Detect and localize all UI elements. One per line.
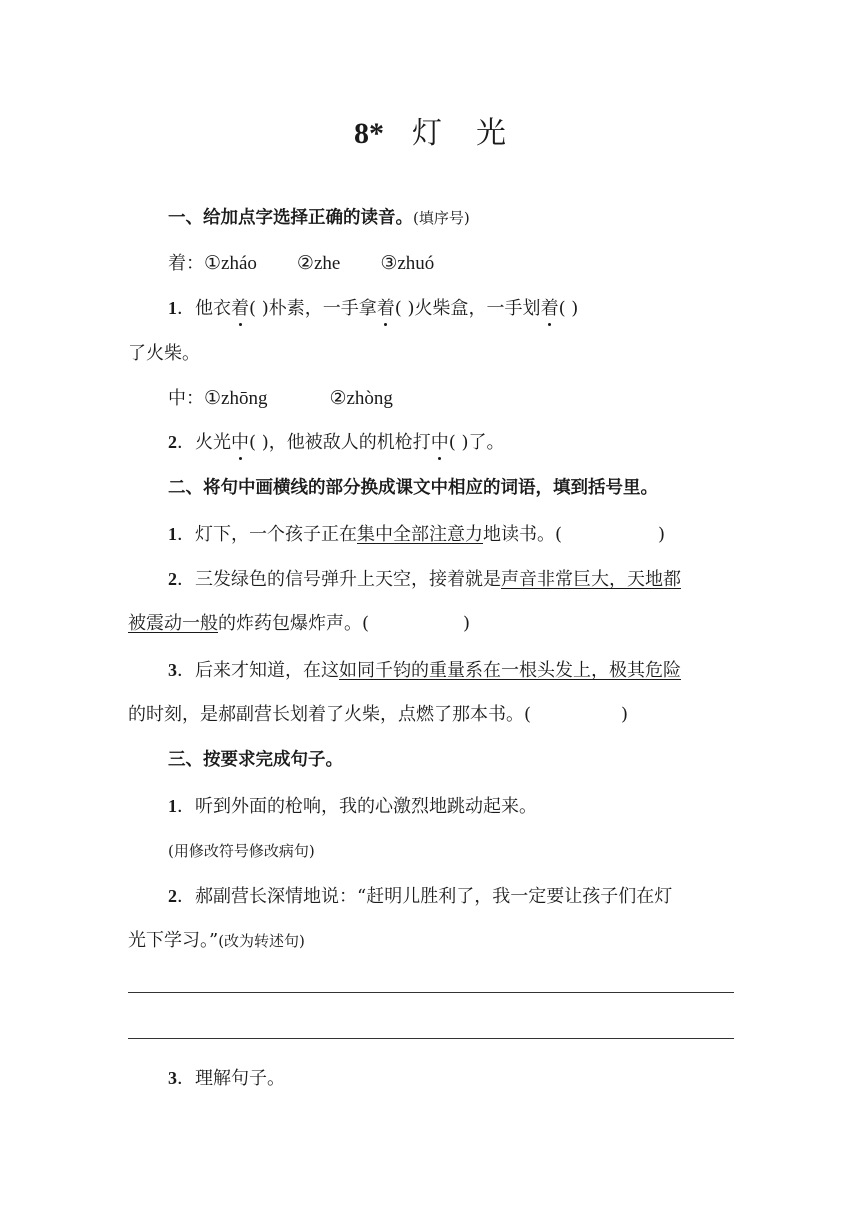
answer-line-2[interactable] (128, 1038, 734, 1039)
underlined-phrase: 声音非常巨大，天地都 (501, 569, 681, 590)
dotted-char: 着 (231, 298, 249, 319)
title-char-2: 光 (476, 116, 506, 151)
dotted-char: 中 (231, 432, 249, 453)
s2-question-2: 2．三发绿色的信号弹升上天空，接着就是声音非常巨大，天地都 (168, 569, 681, 590)
s1-question-2: 2．火光中( )，他被敌人的机枪打中( )了。 (168, 432, 505, 453)
s3-question-2-cont: 光下学习。”(改为转述句) (128, 930, 305, 951)
underlined-phrase: 被震动一般 (128, 613, 218, 634)
option-zhuo: ③zhuó (380, 253, 435, 274)
answer-line-1[interactable] (128, 992, 734, 993)
dotted-char: 着 (376, 298, 395, 319)
s3-question-2-hint: (改为转述句) (218, 932, 305, 950)
option-zhe: ②zhe (296, 253, 341, 274)
s3-question-2: 2．郝副营长深情地说：“赶明儿胜利了，我一定要让孩子们在灯 (168, 886, 673, 907)
s3-question-3: 3．理解句子。 (168, 1068, 285, 1089)
s3-question-1: 1．听到外面的枪响，我的心激烈地跳动起来。 (168, 796, 537, 817)
lesson-title (0, 108, 860, 152)
s1-question-1: 1．他衣着( )朴素，一手拿着( )火柴盒，一手划着( ) (168, 298, 579, 319)
section-3-heading: 三、按要求完成句子。 (168, 750, 343, 770)
option-zhong1: ①zhōng (204, 388, 268, 409)
section-1-heading: 一、给加点字选择正确的读音。(填序号) (168, 208, 470, 228)
s2-question-1: 1．灯下，一个孩子正在集中全部注意力地读书。( ) (168, 524, 666, 545)
s1-question-1-cont: 了火柴。 (128, 343, 200, 364)
s2-question-3-cont: 的时刻，是郝副营长划着了火柴，点燃了那本书。( ) (128, 704, 629, 725)
underlined-phrase: 如同千钧的重量系在一根头发上，极其危险 (339, 660, 681, 681)
option-zhong4: ②zhòng (329, 388, 393, 409)
dotted-char: 着 (540, 298, 559, 319)
s2-question-3: 3．后来才知道，在这如同千钧的重量系在一根头发上，极其危险 (168, 660, 681, 681)
s2-question-2-cont: 被震动一般的炸药包爆炸声。( ) (128, 613, 471, 634)
zhong-options: 中：①zhōng ②zhòng (168, 388, 393, 409)
lesson-number: 8* (354, 117, 384, 150)
section-1-hint: (填序号) (413, 209, 470, 227)
zhe-options: 着：①zháo ②zhe ③zhuó (168, 253, 435, 274)
s3-question-1-hint: (用修改符号修改病句) (168, 842, 315, 860)
title-char-1: 灯 (412, 116, 442, 151)
dotted-char: 中 (430, 432, 449, 453)
section-2-heading: 二、将句中画横线的部分换成课文中相应的词语，填到括号里。 (168, 478, 658, 498)
underlined-phrase: 集中全部注意力 (357, 524, 483, 545)
option-zhao: ①zháo (204, 253, 257, 274)
